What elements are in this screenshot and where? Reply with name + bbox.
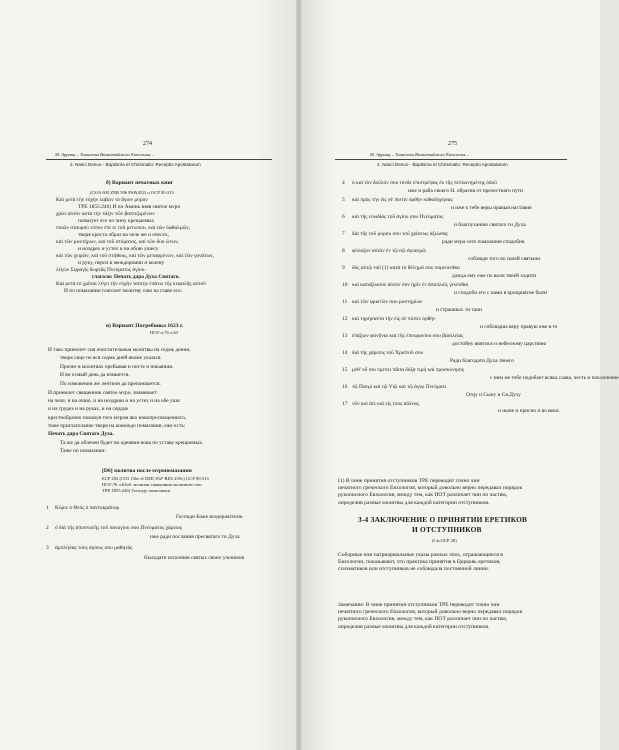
prayer-greek: ὁ διὰ τῆς ἀποστολῆς τοῦ παναγίου σου Πνεύματος χάριτος xyxy=(55,525,183,531)
paragraph-line: рукописного Евхология, между тем, как ПОТ различает чин по частям, xyxy=(338,492,508,499)
prayer-slavonic: и страшных ти таин xyxy=(436,307,483,313)
section-b-refs: (GOA 692 ZER 596 PAP(452) σ OCP 90:313 xyxy=(90,190,174,195)
prayer-greek: φύλαξον αὐτὸν ἐν τῷ σῷ ἁγιασμῷ xyxy=(352,248,426,254)
text-line: на челе, и на очию, и на ноздрию и на устех и на обе уши xyxy=(48,398,180,404)
prayer-greek: τῷ Πατρὶ καὶ τῷ Υἱῷ καὶ τῷ ἁγίῳ Πνεύματι xyxy=(352,384,447,390)
prayer-number: 16 xyxy=(342,384,348,390)
paragraph-line: определив разные молитвы для каждой категории отступников. xyxy=(338,623,490,630)
prayer-number: 8 xyxy=(342,248,345,254)
text-line: ποιῶν σταυροὺ τύπον ἐπὶ τε τοῦ μετώπου, καὶ τῶν ὀφθαλμῶν, xyxy=(56,225,191,231)
prayer-number: 1 xyxy=(46,505,49,511)
paragraph-line: рукописного Евхология, между тем, как ПОТ различает чин по частям, xyxy=(338,616,508,623)
prayer-slavonic: и иже к тебе веры правыя наставив xyxy=(451,205,532,211)
section-d-ref: ТРЕ 1855:246) Господу помолимся xyxy=(102,488,171,493)
prayer-slavonic: достойну явитися и небесному царствию xyxy=(452,341,547,347)
paragraph-line: Соборные или патриаршальные указы разных эпох, отражающиеся в xyxy=(338,552,503,558)
paragraph-line: Евхологии, показывают, что практика принятия в Церковь еретиков, xyxy=(338,559,501,566)
left-page xyxy=(0,0,299,750)
prayer-number: 3 xyxy=(46,545,49,551)
text-line: Печать дара Святаго Духа. xyxy=(48,431,114,437)
header-rule xyxy=(335,159,567,160)
page-number: 275 xyxy=(448,141,457,147)
prayer-slavonic: Отцу и Сыну и Св.Духу xyxy=(466,392,521,398)
prayer-slavonic: и соблюдша веру правую еже в те xyxy=(480,324,558,330)
text-line: И по помазании глаголет молитву сию на главе его: xyxy=(64,288,183,294)
prayer-slavonic: соблюди того во своей святыни xyxy=(468,256,541,262)
prayer-greek: καὶ τηρήσαντα τὴν εἰς σὲ πίστιν ὀρθήν xyxy=(352,316,436,322)
prayer-number: 5 xyxy=(342,197,345,203)
prayer-greek: καὶ καταξίωσον αὐτὸν σὺν ἡμῖν ἐν ἀποπλοῖς γενέσθαι xyxy=(352,282,469,288)
paragraph-note-1 xyxy=(338,478,564,507)
prayer-greek: καὶ τῶν φρικτῶν σου μυστηρίων xyxy=(352,299,423,305)
paragraph-line: печатного греческого Евхология, который довольно верно передавал порядок xyxy=(338,609,523,616)
section-b-title: б) Вариант печатных книг xyxy=(106,180,174,186)
text-line: глаголя: Печать дара Духа Святаго. xyxy=(92,274,180,280)
text-line: творя креста образ на челе же и очесех, xyxy=(78,232,169,238)
prayer-greek: διὰ τῆς χάριτος τοῦ Χριστοῦ σου xyxy=(352,350,424,356)
prayer-number: 11 xyxy=(342,299,348,305)
prayer-slavonic: благодати исполния святых своих учеников xyxy=(144,555,245,561)
prayer-greek: ἐπάξιον φανῆναι καὶ τῆς ἐπουρανίου σου βασιλείας xyxy=(352,333,464,339)
prayer-number: 6 xyxy=(342,214,345,220)
running-header-author: М. Арранц – Таинства Византийского Евхология – xyxy=(55,152,154,157)
text-line: творя сице по вся седмь дней якоже указася. xyxy=(60,355,162,361)
text-line: χρίει αὐτὸν κατὰ τὴν τάξιν τῶν βαπτιζομένων xyxy=(56,211,155,217)
text-line: Καὶ μετὰ τὸ χρῖσαι λέγει τὴν εὐχὴν ταύτην ἐπάνω τῆς κεφαλῆς αὐτοῦ xyxy=(56,281,206,287)
paragraph-remark xyxy=(338,602,564,631)
prayer-greek: μεθ' οὗ σοι πρέπει πᾶσα δόξα τιμὴ καὶ προσκύνησις xyxy=(352,367,464,373)
prayer-number: 14 xyxy=(342,350,348,356)
paragraph-line: печатного греческого Евхология, который довольно верно передавал порядок xyxy=(338,485,523,492)
prayer-number: 4 xyxy=(342,180,345,186)
text-line: И во осмый день да измыется. xyxy=(60,372,130,378)
book-fold xyxy=(296,0,302,750)
prayer-number: 2 xyxy=(46,525,49,531)
text-line: Та же да облечен будет во одеяния нова по уставу крещаемых. xyxy=(60,440,204,446)
paragraph-line: схизматиков или отступников не соблюдала постоянной линии. xyxy=(338,566,490,573)
paragraph-line: Замечание: В чине принятия отступников ТРЕ переводит точно чин xyxy=(338,602,500,608)
paragraph-conclusion xyxy=(338,552,564,574)
paragraph-line: определив разные молитвы для каждой категории отступников. xyxy=(338,499,490,506)
prayer-slavonic: дажда ему еже по воли твоей ходити xyxy=(452,273,537,279)
text-line: крестообразно помазуя того мvром яко новопросвещенного, xyxy=(48,415,187,421)
prayer-greek: δὸς αὐτῷ τοῦ (1) κατὰ τὸ θέλημά σου πορεύεσθαι xyxy=(352,265,460,271)
prayer-slavonic: иже ради послания пресвятаго ти Духа xyxy=(150,534,240,540)
prayer-greek: ὁ καὶ τὸν δοῦλόν σου τόνδε ἐπιστρέψας ἐκ τῆς πεπλανημένης ὁδοῦ xyxy=(352,180,497,186)
section-d-title: [D6] молитва после мvропомазания xyxy=(102,468,192,474)
section-v-ref: ПОТ:л.76 л.63 xyxy=(150,330,178,335)
prayer-slavonic: Ради благодати Духа твоего xyxy=(450,358,514,364)
prayer-greek: νῦν καὶ ἀεὶ καὶ εἰς τοὺς αἰῶνας. xyxy=(352,401,421,407)
prayer-number: 7 xyxy=(342,231,345,237)
prayer-slavonic: с ним же тебе подобает всяка слава, честь и поклонение xyxy=(490,375,619,381)
prayer-number: 10 xyxy=(342,282,348,288)
text-line: λέγων Σφραγὶς δωρεᾶς Πνεύματος ἁγίου. xyxy=(56,267,146,273)
prayer-number: 17 xyxy=(342,401,348,407)
section-d-ref: ПОТ:76 л.63об. молитва священник молитвою сею xyxy=(102,482,202,487)
text-line: Таже по помазании: xyxy=(60,448,106,454)
prayer-number: 9 xyxy=(342,265,345,271)
section-d-ref: ECP 292 (COI 136v el DMI 102⁹ BES 239v) GCP 90:313 xyxy=(102,476,209,481)
section-title: 3-4 ЗАКЛЮЧЕНИЕ О ПРИНЯТИИ ЕРЕТИКОВ xyxy=(358,515,528,524)
text-line: Прочее в молитвах пребывая и посте и покаянии. xyxy=(60,364,174,370)
text-line: Καὶ μετὰ τὴν εὐχὴν λαβὼν τὸ ἅγιον μύρον xyxy=(56,197,148,203)
section-title-ref: (См.OCP 28) xyxy=(432,538,457,543)
prayer-greek: ἀμπλήσας τοὺς ἁγίους σου μαθητὰς xyxy=(55,545,133,551)
paragraph-line: (1) В чине принятия отступников ТРЕ переводит точно чин xyxy=(338,478,480,484)
text-line: тоже приглаголание творя на коемждо помазании, еже есть: xyxy=(48,423,186,429)
text-line: и на грудех и на руках, и на сердце xyxy=(48,406,129,412)
prayer-number: 12 xyxy=(342,316,348,322)
prayer-slavonic: Господи Боже вседержителю xyxy=(176,514,243,520)
prayer-number: 13 xyxy=(342,333,348,339)
text-line: По измовении же лентион да препоюшется. xyxy=(60,381,161,387)
prayer-greek: καὶ τῆς εὐωδίας τοῦ ἁγίου σου Πνεύματος xyxy=(352,214,444,220)
section-v-title: в) Вариант Потребника 1623 г. xyxy=(106,323,184,329)
page-number: 274 xyxy=(143,141,152,147)
text-line: И приемлет священник святое мvро, знаменает: xyxy=(48,390,158,396)
prayer-slavonic: и ныне и присно и во веки. xyxy=(498,408,560,414)
prayer-slavonic: и сподоби его с нами в кроприятие быти xyxy=(454,290,548,296)
text-line: И тако приемлет сия очистительныя молитвы на седмь дении, xyxy=(48,347,191,353)
text-line: и ноздрех и устех и на обою ушесу xyxy=(78,246,159,252)
text-line: ТРЕ 1855:246) И по Аминь взяв святое мvро xyxy=(78,204,181,210)
prayer-slavonic: и благоуханию святаго ти Духа xyxy=(454,222,526,228)
text-line: помазует его по чину крещаемых xyxy=(78,218,155,224)
prayer-greek: διὰ τῆς τοῦ μύρου σου τοῦ χρίσεως ἀξιώσας xyxy=(352,231,448,237)
prayer-greek: Κύριε ὁ Θεὸς ὁ παντοκράτωρ xyxy=(55,505,120,511)
running-header-subtitle: 2. Nasci Denuo - Baptisma et Chrismatio: Receptio Apostatarum xyxy=(377,162,508,167)
running-header-subtitle: 2. Nasci Denuo - Baptisma et Chrismatio: Receptio Apostatarum xyxy=(70,162,201,167)
running-header-author: М. Арранц – Таинства Византийского Евхология – xyxy=(370,152,469,157)
prayer-greek: καὶ πρὸς τὴν εἰς σὲ πίστιν ὀρθὴν καθοδηγήσας xyxy=(352,197,453,203)
prayer-slavonic: ради мvра сего помазания сподобив xyxy=(442,239,525,245)
header-rule xyxy=(46,159,272,160)
text-line: καὶ τῶν μυκτήρων, καὶ τοῦ στόματος, καὶ τῶν δύο ὤτων, xyxy=(56,239,179,245)
section-title: И ОТСТУПНИКОВ xyxy=(412,525,482,534)
prayer-number: 15 xyxy=(342,367,348,373)
text-line: καὶ τῶν χειρῶν, καὶ τοῦ στήθους, καὶ τῶν μεταφρένων, καὶ τῶν γονάτων, xyxy=(56,253,214,259)
text-line: и руку, перси и междорамии и колену xyxy=(78,260,165,266)
prayer-slavonic: иже и раба своего Н. обратив от прелестнаго пути xyxy=(408,188,523,194)
